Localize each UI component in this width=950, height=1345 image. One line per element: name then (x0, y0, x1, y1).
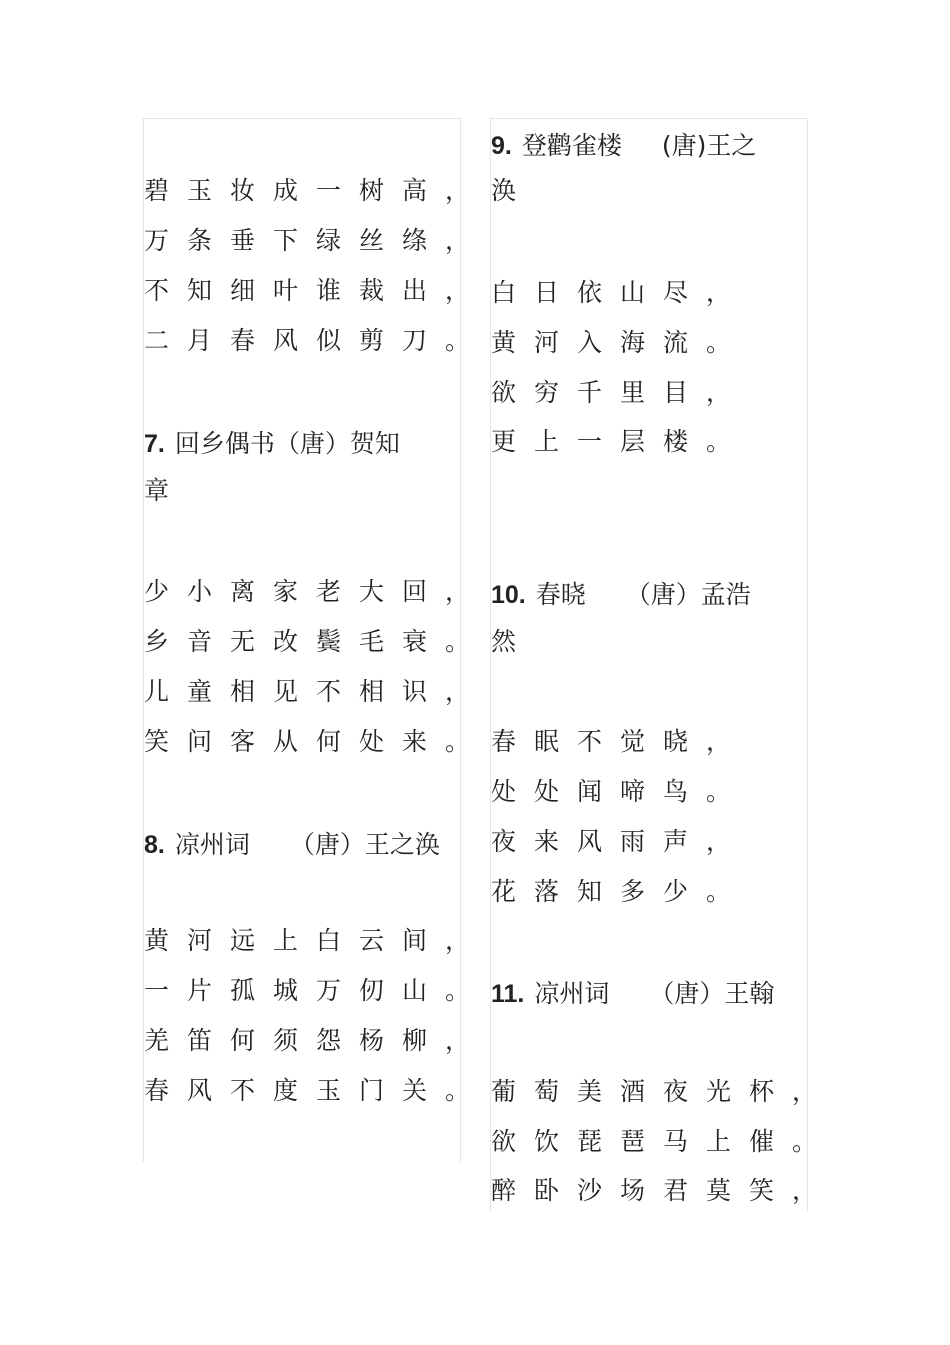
poem8-line-1: 黄河远上白云间， (144, 926, 489, 955)
poem6-line-2: 万条垂下绿丝绦， (144, 226, 489, 255)
poem10-line-2: 处处闻啼鸟。 (491, 777, 750, 806)
poem7-title: 回乡偶书（唐）贺知 (174, 429, 400, 458)
poem11-line-1: 葡萄美酒夜光杯， (491, 1077, 836, 1106)
poem7-line-2: 乡音无改鬓毛衰。 (144, 627, 489, 656)
poem6-line-1: 碧玉妆成一树高， (144, 176, 489, 205)
poem10-line-1: 春眠不觉晓， (491, 727, 750, 756)
poem8-line-2: 一片孤城万仞山。 (144, 976, 489, 1005)
poem8-heading (144, 825, 440, 865)
poem9-title: 登鹳雀楼 (521, 131, 622, 160)
poem7-line-1: 少小离家老大回， (144, 577, 489, 606)
poem9-author-cont: 涣 (491, 176, 517, 205)
poem9-heading (491, 126, 756, 166)
poem9-line-3: 欲穷千里目， (491, 378, 750, 407)
poem7-number: 7. (144, 430, 165, 458)
poem10-author-cont: 然 (491, 627, 517, 656)
poem7-line-4: 笑问客从何处来。 (144, 727, 489, 756)
poem10-title: 春晓 (535, 580, 586, 609)
poem11-number: 11. (491, 980, 525, 1008)
poem11-line-2: 欲饮琵琶马上催。 (491, 1127, 836, 1156)
poem7-title-cont: 章 (144, 476, 170, 505)
poem7-line-3: 儿童相见不相识， (144, 677, 489, 706)
poem10-heading (491, 575, 751, 615)
poem11-heading (491, 974, 774, 1014)
poem10-number: 10. (491, 581, 526, 609)
poem10-line-3: 夜来风雨声， (491, 827, 750, 856)
poem8-title: 凉州词 (174, 830, 250, 859)
poem9-number: 9. (491, 132, 512, 160)
poem9-author: (唐)王之 (661, 131, 757, 160)
right-column (490, 118, 836, 1211)
poem8-number: 8. (144, 831, 165, 859)
poem11-title: 凉州词 (534, 979, 610, 1008)
poem10-line-4: 花落知多少。 (491, 877, 750, 906)
poem11-line-3: 醉卧沙场君莫笑， (491, 1176, 836, 1205)
poem9-line-2: 黄河入海流。 (491, 328, 750, 357)
poem6-line-4: 二月春风似剪刀。 (144, 326, 489, 355)
poem8-line-4: 春风不度玉门关。 (144, 1076, 489, 1105)
poem7-heading (144, 424, 400, 464)
poem9-line-1: 白日依山尽， (491, 278, 750, 307)
left-column (143, 118, 489, 1162)
poem9-line-4: 更上一层楼。 (491, 427, 750, 456)
poem6-line-3: 不知细叶谁裁出， (144, 276, 489, 305)
poem11-author: （唐）王翰 (649, 979, 775, 1008)
poem10-author: （唐）孟浩 (625, 580, 751, 609)
poem8-author: （唐）王之涣 (289, 830, 440, 859)
poem8-line-3: 羌笛何须怨杨柳， (144, 1026, 489, 1055)
